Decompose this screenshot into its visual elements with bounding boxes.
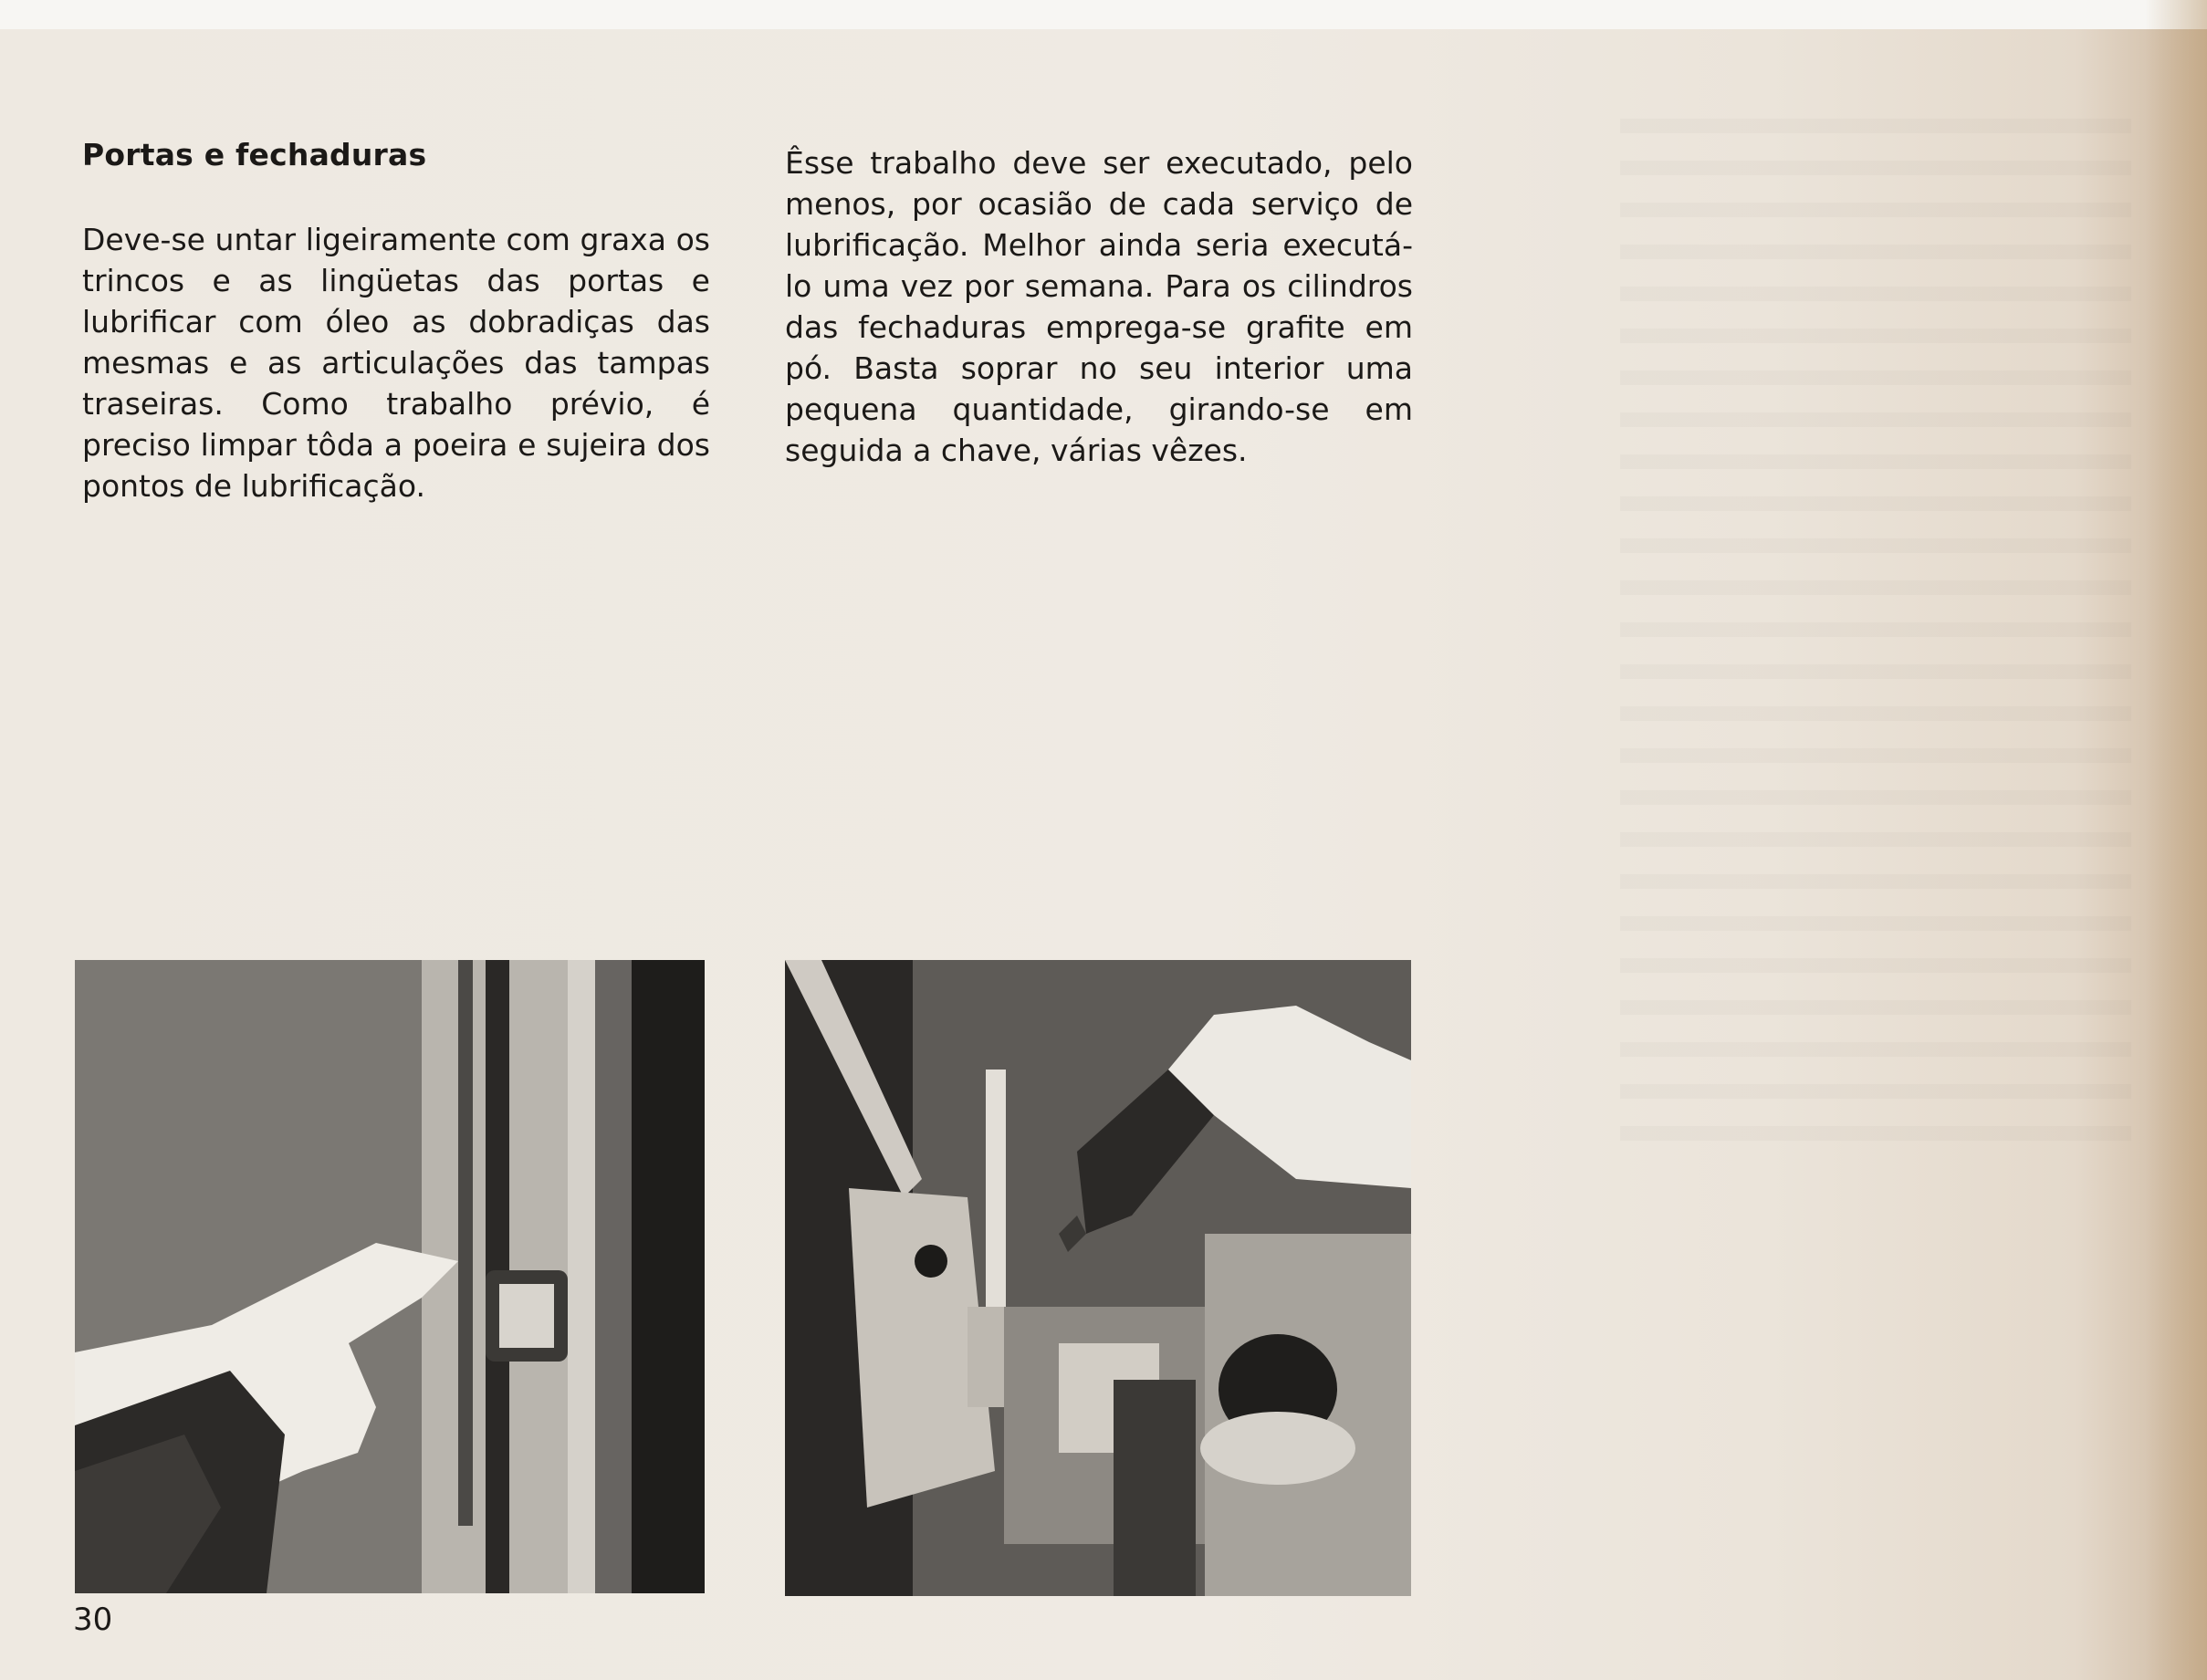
body-text-left: Deve-se untar ligeiramente com graxa os trincos e as lingüetas das portas e lubrificar com óleo as dobradiças das mesmas e as articulações das tampas traseiras. Como trabalho prévio, é preciso limpar tôda a poeira e sujeira dos pontos de lubrificação. [82,222,710,504]
page-number: 30 [73,1602,113,1638]
page-edge-shadow [2145,0,2207,1680]
page-top-edge [0,0,2207,29]
body-text-right: Êsse trabalho deve ser executado, pelo menos, por ocasião de cada serviço de lubrificação. Melhor ainda seria executá-lo uma vez por semana. Para os cilindros das fechaduras emprega-se grafite em pó. Basta soprar no seu interior uma pequena quantidade, girando-se em seguida a chave, várias vêzes. [785,145,1413,468]
photo-door-latch-greasing [75,960,705,1593]
show-through-text [1620,119,2131,1141]
section-heading: Portas e fechaduras [82,137,427,172]
photo-door-hinge-oiling [785,960,1411,1596]
